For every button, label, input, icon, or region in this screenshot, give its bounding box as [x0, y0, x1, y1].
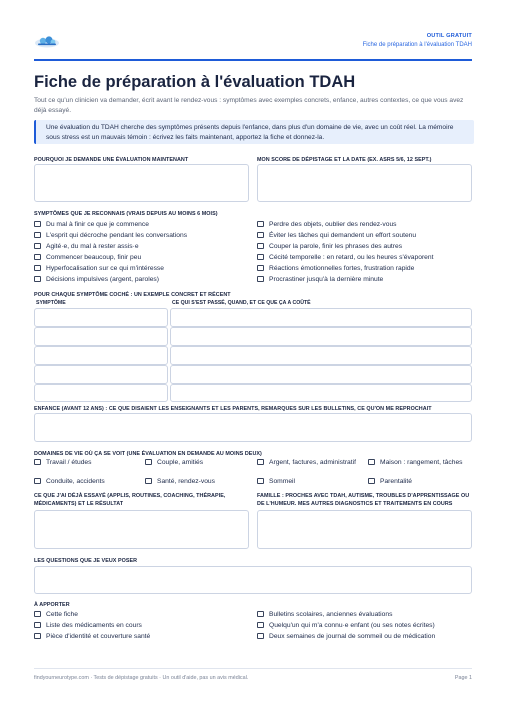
checkbox-icon	[257, 265, 264, 272]
header-tag: OUTIL GRATUIT	[426, 33, 472, 39]
tried-field[interactable]	[34, 510, 249, 549]
symptom-checkbox[interactable]: Éviter les tâches qui demandent un effort soutenu	[257, 231, 416, 240]
domain-checkbox[interactable]: Santé, rendez-vous	[145, 477, 250, 486]
domain-checkbox[interactable]: Argent, factures, administratif	[257, 458, 357, 467]
childhood-field[interactable]	[34, 413, 472, 442]
page-title: Fiche de préparation à l'évaluation TDAH	[34, 73, 356, 91]
domain-checkbox[interactable]: Parentalité	[368, 477, 472, 486]
checkbox-icon	[34, 611, 41, 618]
examples-label: POUR CHAQUE SYMPTÔME COCHÉ : UN EXEMPLE CONCRET ET RÉCENT	[34, 292, 231, 298]
bring-label: À APPORTER	[34, 602, 70, 608]
table-cell-symptom[interactable]	[34, 365, 168, 384]
intro-text: Tout ce qu'un clinicien va demander, écrit avant le rendez-vous : symptômes avec exemples concrets, enfance, autres contextes, ce que vous avez déjà essayé.	[34, 97, 464, 114]
symptoms-label: SYMPTÔMES QUE JE RECONNAIS (VRAIS DEPUIS AU MOINS 6 MOIS)	[34, 211, 218, 217]
family-label: FAMILLE : PROCHES AVEC TDAH, AUTISME, TROUBLES D'APPRENTISSAGE OU DE L'HUMEUR. MES AUTRES DIAGNOSTICS ET TRAITEMENTS EN COURS	[257, 493, 470, 507]
bring-checkbox[interactable]: Liste des médicaments en cours	[34, 621, 142, 630]
table-cell-symptom[interactable]	[34, 346, 168, 365]
family-field[interactable]	[257, 510, 472, 549]
checkbox-icon	[34, 633, 41, 640]
checkbox-icon	[257, 633, 264, 640]
callout-box	[34, 120, 474, 144]
footer-text: findyourneurotype.com · Tests de dépistage gratuits · Un outil d'aide, pas un avis médical.	[34, 675, 249, 681]
checkbox-icon	[34, 276, 41, 283]
symptom-checkbox[interactable]: Hyperfocalisation sur ce qui m'intéresse	[34, 264, 164, 273]
checkbox-icon	[257, 611, 264, 618]
symptom-checkbox[interactable]: Réactions émotionnelles fortes, frustration rapide	[257, 264, 414, 273]
bring-checkbox[interactable]: Bulletins scolaires, anciennes évaluations	[257, 610, 392, 619]
checkbox-icon	[34, 478, 41, 485]
bring-checkbox[interactable]: Cette fiche	[34, 610, 78, 619]
checkbox-icon	[34, 232, 41, 239]
checkbox-icon	[368, 459, 375, 466]
symptom-checkbox[interactable]: Cécité temporelle : en retard, ou les heures s'évaporent	[257, 253, 433, 262]
checkbox-icon	[34, 265, 41, 272]
checkbox-icon	[257, 478, 264, 485]
score-field[interactable]	[257, 164, 472, 202]
symptom-checkbox[interactable]: Perdre des objets, oublier des rendez-vous	[257, 220, 397, 229]
symptom-checkbox[interactable]: L'esprit qui décroche pendant les conversations	[34, 231, 187, 240]
checkbox-icon	[257, 276, 264, 283]
checkbox-icon	[257, 232, 264, 239]
checkbox-icon	[34, 243, 41, 250]
bring-checkbox[interactable]: Quelqu'un qui m'a connu·e enfant (ou ses notes écrites)	[257, 621, 435, 630]
table-cell-details[interactable]	[170, 308, 472, 327]
brand-logo-icon	[34, 34, 60, 48]
symptom-checkbox[interactable]: Procrastiner jusqu'à la dernière minute	[257, 275, 383, 284]
table-cell-details[interactable]	[170, 384, 472, 402]
tried-label: CE QUE J'AI DÉJÀ ESSAYÉ (APPLIS, ROUTINES, COACHING, THÉRAPIE, MÉDICAMENTS) ET LE RÉSULTAT	[34, 493, 226, 507]
checkbox-icon	[145, 478, 152, 485]
checkbox-icon	[34, 221, 41, 228]
checkbox-icon	[34, 622, 41, 629]
checkbox-icon	[257, 622, 264, 629]
checkbox-icon	[257, 243, 264, 250]
table-cell-symptom[interactable]	[34, 327, 168, 346]
domain-checkbox[interactable]: Couple, amitiés	[145, 458, 250, 467]
table-cell-details[interactable]	[170, 327, 472, 346]
checkbox-icon	[257, 459, 264, 466]
symptom-checkbox[interactable]: Commencer beaucoup, finir peu	[34, 253, 141, 262]
table-cell-symptom[interactable]	[34, 308, 168, 327]
symptom-checkbox[interactable]: Agité·e, du mal à rester assis·e	[34, 242, 139, 251]
questions-field[interactable]	[34, 566, 472, 594]
page-number: Page 1	[454, 675, 472, 681]
checkbox-icon	[368, 478, 375, 485]
symptom-checkbox[interactable]: Du mal à finir ce que je commence	[34, 220, 149, 229]
header-subtitle: Fiche de préparation à l'évaluation TDAH	[362, 42, 472, 48]
bring-checkbox[interactable]: Deux semaines de journal de sommeil ou de médication	[257, 632, 435, 641]
table-header-symptom: SYMPTÔME	[36, 300, 66, 306]
why-label: POURQUOI JE DEMANDE UNE ÉVALUATION MAINTENANT	[34, 157, 189, 163]
table-cell-details[interactable]	[170, 346, 472, 365]
domain-checkbox[interactable]: Maison : rangement, tâches	[368, 458, 472, 467]
checkbox-icon	[145, 459, 152, 466]
checkbox-icon	[34, 459, 41, 466]
symptom-checkbox[interactable]: Couper la parole, finir les phrases des autres	[257, 242, 402, 251]
checkbox-icon	[257, 254, 264, 261]
childhood-label: ENFANCE (AVANT 12 ANS) : CE QUE DISAIENT LES ENSEIGNANTS ET LES PARENTS, REMARQUES SUR LES BULLETINS, CE QU'ON ME REPROCHAIT	[34, 406, 432, 412]
why-field[interactable]	[34, 164, 249, 202]
bring-checkbox[interactable]: Pièce d'identité et couverture santé	[34, 632, 150, 641]
symptom-checkbox[interactable]: Décisions impulsives (argent, paroles)	[34, 275, 159, 284]
checkbox-icon	[34, 254, 41, 261]
checkbox-icon	[257, 221, 264, 228]
domain-checkbox[interactable]: Travail / études	[34, 458, 139, 467]
table-cell-symptom[interactable]	[34, 384, 168, 402]
domain-checkbox[interactable]: Sommeil	[257, 477, 357, 486]
table-cell-details[interactable]	[170, 365, 472, 384]
table-header-details: CE QUI S'EST PASSÉ, QUAND, ET CE QUE ÇA A COÛTÉ	[172, 300, 311, 306]
footer-divider	[34, 668, 472, 669]
callout-text: Une évaluation du TDAH cherche des symptômes présents depuis l'enfance, dans plus d'un domaine de vie, avec un coût réel. La mémoire sous stress est un mauvais témoin : écrivez les faits maintenant, apportez la fiche et donnez-la.	[46, 124, 454, 141]
questions-label: LES QUESTIONS QUE JE VEUX POSER	[34, 558, 138, 564]
header-divider	[34, 59, 472, 61]
domain-checkbox[interactable]: Conduite, accidents	[34, 477, 139, 486]
score-label: MON SCORE DE DÉPISTAGE ET LA DATE (EX. ASRS 5/6, 12 SEPT.)	[257, 157, 432, 163]
domains-label: DOMAINES DE VIE OÙ ÇA SE VOIT (UNE ÉVALUATION EN DEMANDE AU MOINS DEUX)	[34, 451, 262, 457]
